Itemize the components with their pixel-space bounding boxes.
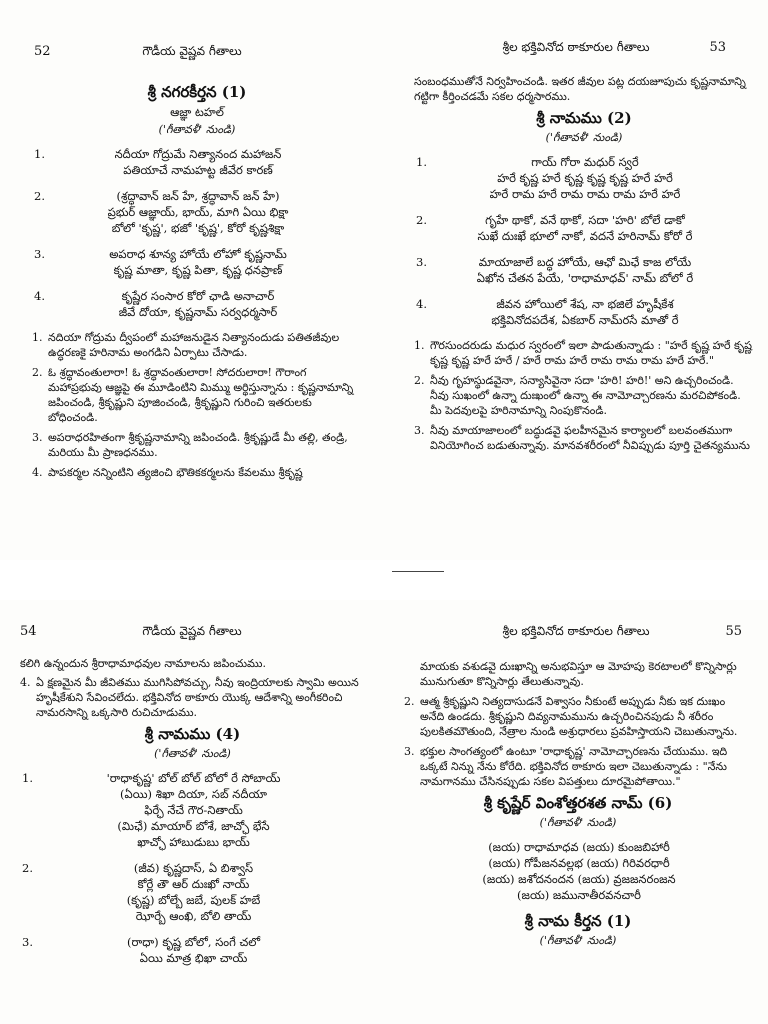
verse-line: ఫిర్ఛే నేచే గౌర-నితాయ్ bbox=[144, 803, 243, 817]
verse-line: ఏఖోన చేతన పేయే, 'రాధామాధవ్' నామ్ బోలో రే bbox=[476, 271, 694, 285]
verse-line: జీవన హోయిలో శేష, నా భజిలే హృషీకేశ bbox=[496, 297, 674, 311]
verse-line: (శ్రద్ధావాన్ జన్ హే, శ్రద్ధావాన్ జన్ హే) bbox=[116, 189, 280, 203]
footnote-number: 2. bbox=[414, 374, 425, 387]
verse-line: భక్తివినోదపదేశ, ఏకబార్ నామ్‌రసే మాతో రే bbox=[491, 313, 679, 327]
footnote-number: 2. bbox=[404, 695, 415, 708]
verse-line: కోర్లే తౌ ఆర్ దుఃఖో నాయ్ bbox=[137, 877, 250, 891]
verse-line: నదీయా గోద్రుమే నిత్యానంద మహాజన్ bbox=[114, 147, 282, 161]
song-title: శ్రీ కృష్ణేర్ వింశోత్తరశత నామ్ (6) bbox=[483, 794, 673, 812]
verse bbox=[20, 770, 365, 850]
song-title: శ్రీ నామము (4) bbox=[144, 725, 241, 743]
footnote-text: అపరాధరహితంగా శ్రీకృష్ణనామాన్ని జపించండి. శ్రీకృష్ణుడే మీ తల్లి, తండ్రి, మరియు మీ ప్రాణధనము. bbox=[48, 431, 348, 459]
verse-line: కృష్ణేర సంసార కోరో ఛాడి అనాచార్ bbox=[121, 289, 275, 303]
verse-line: (జయ) జశోదనందన (జయ) వ్రజజనరంజన bbox=[482, 872, 676, 886]
running-head: శ్రీల భక్తివినోద ఠాకూరుల గీతాలు bbox=[502, 624, 650, 638]
footnote-number: 3. bbox=[414, 424, 425, 437]
divider bbox=[392, 571, 444, 572]
verse-line: (రాధా) కృష్ణ బోలో, సంగే చలో bbox=[126, 935, 261, 949]
verse-line: (మిఛే) మాయార్ బోశే, జాచ్ఛో భేసే bbox=[117, 819, 270, 833]
verse-line: ఖాచ్ఛో హాబుడుబు భాయ్ bbox=[137, 835, 250, 849]
footnote bbox=[404, 744, 752, 789]
footnote-text: మాయకు వశుడవై దుఃఖాన్ని అనుభవిస్తూ ఆ మోహపు కెరటాలలో కొన్నిసార్లు మునుగుతూ కొన్నిసార్లు తేలుతున్నావు. bbox=[420, 660, 737, 688]
verse-line: ఏయి మాత్ర భిఖా చాయ్ bbox=[139, 951, 248, 965]
verse bbox=[32, 188, 362, 236]
footnote-number: 1. bbox=[414, 339, 425, 352]
song-source: ('గీతావళీ' నుండి) bbox=[158, 123, 236, 136]
verse-line: 'రాధాకృష్ణ' బోల్ బోల్ బోలో రే సోబాయ్ bbox=[106, 771, 281, 785]
page-number: 54 bbox=[20, 624, 37, 639]
verse-number: 2. bbox=[416, 213, 427, 227]
page-body bbox=[404, 656, 752, 957]
footnote-text: ఓ శ్రద్ధావంతులారా! ఓ శ్రద్ధావంతులారా! సోదరులారా! గౌరాంగ మహాప్రభువు ఆజ్ఞపై ఈ మూడింటిని మిమ్ము అర్థిస్తున్నాను : కృష్ణనామాన్ని జపించండి, శ్రీకృష్ణుని పూజించండి, శ్రీకృష్ణుని గురించి ఇతరులకు బోధించండి. bbox=[48, 366, 354, 424]
verse-number: 2. bbox=[34, 189, 45, 203]
verse-line: (జయ) రాధామాధవ (జయ) కుంజబిహారీ bbox=[488, 840, 670, 854]
verse-lines bbox=[476, 212, 754, 244]
verse-lines bbox=[82, 860, 365, 924]
footnote-text: నదియా గోద్రుమ ద్వీపంలో మహాజనుడైన నిత్యానందుడు పతితజీవుల ఉద్ధరణకై హరినామ అంగడిని ఏర్పాటు చేసాడు. bbox=[48, 331, 340, 359]
verse-lines bbox=[94, 288, 362, 320]
page-body bbox=[414, 74, 754, 458]
verse bbox=[414, 254, 754, 286]
song-source: ('గీతావళీ' నుండి) bbox=[545, 131, 623, 144]
page-number: 52 bbox=[34, 44, 51, 59]
page-number: 55 bbox=[725, 624, 742, 639]
verse-line: (కృష్ణ) బోల్బే జబే, పులక్ హబే bbox=[126, 893, 261, 907]
footnote-number: 1. bbox=[32, 331, 43, 344]
footnote-text: ఏ క్షణమైన మీ జీవితము ముగిసిపోవచ్చు, నీవు ఇంద్రియాలకు స్వామి అయిన హృషీకేశుని సేవించలేదు. భక్తివినోద ఠాకూరు యొక్క ఆదేశాన్ని అంగీకరించి నామరసాన్ని ఒక్కసారి రుచిచూడుము. bbox=[36, 676, 359, 719]
verse-line: కృష్ణ మాతా, కృష్ణ పితా, కృష్ణ ధనప్రాణ్ bbox=[113, 263, 283, 277]
footnote bbox=[404, 694, 752, 739]
paragraph: కలిగి ఉన్నందున శ్రీరాధామాధవుల నామాలను జపించుము. bbox=[20, 657, 266, 670]
verse bbox=[414, 296, 754, 328]
verse-line: సుఖే దుఃఖే భూలో నాకో, వదనే హరినామ్ కోరో రే bbox=[477, 229, 693, 243]
footnote-number: 3. bbox=[404, 745, 415, 758]
verse-number: 1. bbox=[34, 147, 45, 161]
footnote bbox=[414, 423, 754, 453]
footnote-number: 3. bbox=[32, 431, 43, 444]
verse-number: 2. bbox=[22, 861, 33, 875]
running-head: శ్రీల భక్తివినోద ఠాకూరుల గీతాలు bbox=[502, 40, 650, 54]
verse-number bbox=[404, 839, 466, 903]
verse-line: గాయ్ గోరా మధుర్ స్వరే bbox=[531, 155, 639, 169]
footnote bbox=[414, 338, 754, 368]
footnote-text: నీవు మాయాజాలంలో బద్ధుడవై ఫలహీనమైన కార్యాలలో బలవంతముగా వినియోగించ బడుతున్నావు. మానవశరీరంలో నీవిప్పుడు పూర్తి చైతన్యమును bbox=[430, 424, 750, 452]
song-source: ('గీతావళీ' నుండి) bbox=[539, 934, 617, 947]
verse-line: జీవే దోయా, కృష్ణనామ్ సర్వధర్మసార్ bbox=[118, 305, 278, 319]
verse-line: హరే రామ హరే రామ రామ రామ హరే హరే bbox=[489, 187, 681, 201]
verse-lines bbox=[476, 154, 754, 202]
page-number: 53 bbox=[709, 40, 726, 55]
footnote bbox=[32, 430, 362, 460]
paragraph: సంబంధముతోనే నిర్వహించండి. ఇతర జీవుల పట్ల దయజూపుచు కృష్ణనామాన్ని గట్టిగా కీర్తించడమే సకల ధర్మసారము. bbox=[414, 75, 746, 103]
footnote bbox=[20, 675, 365, 720]
verse-line: బోలో 'కృష్ణ', భజో 'కృష్ణ', కోరో కృష్ణశిక్షా bbox=[111, 221, 285, 235]
footnote-text: గౌరసుందరుడు మధుర స్వరంలో ఇలా పాడుతున్నాడు : "హరే కృష్ణ హరే కృష్ణ కృష్ణ కృష్ణ హరే హరే / హరే రామ హరే రామ రామ రామ హరే హరే." bbox=[430, 339, 753, 367]
verse-line: (జయ) జమునాతీరవనచారీ bbox=[517, 888, 641, 902]
song-subtitle: ఆజ్ఞా టహల్ bbox=[170, 105, 224, 119]
footnote bbox=[414, 373, 754, 418]
song-source: ('గీతావళీ' నుండి) bbox=[539, 816, 617, 829]
song-title: శ్రీ నామ కీర్తన (1) bbox=[524, 912, 632, 930]
verse-number: 3. bbox=[22, 935, 33, 949]
verse-number: 1. bbox=[22, 771, 33, 785]
footnote-number: 4. bbox=[20, 676, 31, 689]
verse-line: (ఏయి) శిఖా దియా, సబ్ నదీయా bbox=[120, 787, 267, 801]
verse-line: పతియాచే నామహట్ట జీవేర కారణ్ bbox=[123, 163, 273, 177]
footnote-text: పాపకర్మల నన్నింటిని త్యజించి భౌతికకర్మలను కేవలము శ్రీకృష్ణ bbox=[48, 466, 303, 479]
verse bbox=[32, 288, 362, 320]
verse-line: ఝోర్బే ఆంఖి, బోలి తాయ్ bbox=[135, 909, 252, 923]
verse-line: ప్రభుర్ ఆజ్ఞాయ్, భాయ్, మాగి ఏయి భిక్షా bbox=[107, 205, 289, 219]
page-55 bbox=[384, 600, 768, 1024]
verse-lines bbox=[466, 839, 752, 903]
verse-line: గృహే థాకో, వనే థాకో, సదా 'హరి' బోలే డాకో bbox=[485, 213, 685, 227]
footnote-text: నీవు గృహస్థుడవైనా, సన్యాసివైనా సదా 'హరి! హరి!' అని ఉచ్చరించండి. నీవు సుఖంలో ఉన్నా దుఃఖంలో ఉన్నా ఈ నామోచ్చారణను మరచిపోకండి. మీ పెదవులపై హరినామాన్ని నింపుకొనండి. bbox=[430, 374, 741, 417]
page-52 bbox=[0, 0, 384, 560]
verse-line: (జయ) గోపీజనవల్లభ (జయ) గిరివరధారీ bbox=[488, 856, 670, 870]
verse-line: మాయాజాలే బద్ధ హోయే, ఆఛో మిఛే కాజ లోయే bbox=[478, 255, 692, 269]
verse-lines bbox=[476, 254, 754, 286]
page-54 bbox=[0, 600, 384, 1024]
running-head: గౌడీయ వైష్ణవ గీతాలు bbox=[142, 44, 242, 58]
verse bbox=[32, 146, 362, 178]
footnote-number: 4. bbox=[32, 466, 43, 479]
verse-line: అపరాధ శూన్య హోయే లోహో కృష్ణనామ్ bbox=[109, 247, 287, 261]
footnote-number: 2. bbox=[32, 366, 43, 379]
footnote-number bbox=[404, 659, 420, 689]
footnote-text: భక్తుల సాంగత్యంలో ఉంటూ 'రాధాకృష్ణ' నామోచ్చారణను చేయుము. ఇది ఒక్కటే నిన్ను నేను కోరేది. భక్తివినోద ఠాకూరు ఇలా చెబుతున్నాడు : "నేను నామగానము చేసినప్పుడు సకల విపత్తులు దూరమైపోతాయి." bbox=[420, 745, 728, 788]
verse bbox=[20, 860, 365, 924]
verse-lines bbox=[476, 296, 754, 328]
verse-line: (జీవ) కృష్ణదాస్, ఏ బిశ్వాస్ bbox=[133, 861, 254, 875]
page-body bbox=[32, 78, 362, 485]
footnote bbox=[404, 659, 752, 689]
verse bbox=[32, 246, 362, 278]
verse-number: 1. bbox=[416, 155, 427, 169]
verse bbox=[414, 212, 754, 244]
footnote-text: ఆత్మ శ్రీకృష్ణుని నిత్యదాసుడనే విశ్వాసం నీకుంటే అప్పుడు నీకు ఇక దుఃఖం అనేది ఉండదు. శ్రీకృష్ణుని దివ్యనామమును ఉచ్చరించినపుడు నీ శరీరం పులకితమౌతుంది, నేత్రాల నుండి అశ్రుధారలు ప్రవహిస్తాయని చెబుతున్నాను. bbox=[420, 695, 738, 738]
verse bbox=[20, 934, 365, 966]
verse-number: 3. bbox=[34, 247, 45, 261]
verse-number: 4. bbox=[416, 297, 427, 311]
page-body bbox=[20, 656, 365, 976]
verse-number: 4. bbox=[34, 289, 45, 303]
song-title: శ్రీ నగరకీర్తన (1) bbox=[147, 83, 247, 101]
verse-number: 3. bbox=[416, 255, 427, 269]
verse-lines bbox=[94, 146, 362, 178]
song-title: శ్రీ నామము (2) bbox=[536, 109, 632, 127]
footnote bbox=[32, 465, 362, 480]
page-53 bbox=[384, 0, 768, 560]
footnote bbox=[32, 330, 362, 360]
verse bbox=[404, 839, 752, 903]
verse-lines bbox=[82, 934, 365, 966]
verse-lines bbox=[94, 188, 362, 236]
verse-line: హరే కృష్ణ హరే కృష్ణ కృష్ణ కృష్ణ హరే హరే bbox=[497, 171, 673, 185]
footnote bbox=[32, 365, 362, 425]
song-source: ('గీతావళీ' నుండి) bbox=[154, 747, 231, 760]
verse-lines bbox=[82, 770, 365, 850]
verse-lines bbox=[94, 246, 362, 278]
verse bbox=[414, 154, 754, 202]
running-head: గౌడీయ వైష్ణవ గీతాలు bbox=[142, 624, 242, 638]
